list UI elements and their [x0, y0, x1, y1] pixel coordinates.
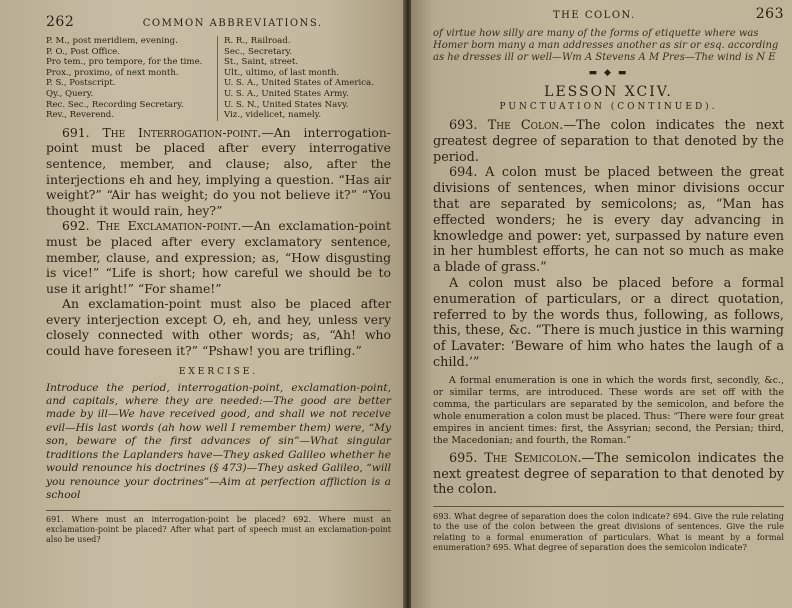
paragraph-text: —The colon indicates the next greatest degree of separation to that denoted by the period. [433, 118, 784, 165]
exercise-title: EXERCISE. [178, 366, 259, 377]
abbreviation-item: Rev., Reverend. [46, 110, 115, 121]
abbreviation-item: Ult., ultimo, of last month. [224, 67, 340, 78]
paragraph-heading: 691. The Interrogation-point. [62, 124, 262, 140]
left-page-number: 262 [46, 14, 75, 30]
paragraph-heading: 695. The Semicolon. [449, 450, 582, 466]
right-page-number: 263 [755, 6, 784, 22]
abbreviation-item: Pro tem., pro tempore, for the time. [46, 57, 203, 68]
exercise-text: Introduce the period, interrogation-point, exclamation-point, and capitals, where they are needed:—The good are better made by ill—We have received good, and shall we not receive evil—His last words (ah how well I remember them) were, “My son, beware of the first advances of sin”—What singular traditions the Laplanders have—They asked Galileo whether he would renounce his doctrines (§ 473)—They asked Galileo, “will you renounce your doctrines”—Aim at perfection affliction is a school [46, 381, 391, 501]
abbreviation-item: Sec., Secretary. [224, 46, 293, 57]
right-running-title: THE COLON. [552, 10, 636, 21]
paragraph-text: —An interrogation-point must be placed after every interrogative sentence, member, and clause; also, after the interjections eh and hey, implying a question. “Has air weight?” “Air has weight; do you not believe it?” “You thought it would rain, hey?” [46, 124, 391, 218]
abbreviation-item: U. S. A., United States Army. [224, 88, 349, 99]
paragraph-text: —The semicolon indicates the next greatest degree of separation to that denoted by the colon. [433, 450, 784, 498]
abbreviation-item: P. M., post meridiem, evening. [46, 36, 178, 46]
abbreviation-item: Viz., videlicet, namely. [224, 110, 322, 121]
right-body-text-2 [433, 451, 784, 498]
paragraph-694: 694. A colon must be placed between the great divisions of sentences, when minor divisions occur that are separated by semicolons; as, “Man has effected wonders; he is every day advancing in knowledge and power: yet, surpassed by nature even in her humblest efforts, he can not so much as make a blade of grass.” [433, 165, 784, 276]
right-footnote: 693. What degree of separation does the colon indicate? 694. Give the rule relating to the use of the colon between the great divisions of sentences. Give the rule relating to a formal enumeration of particulars. What is meant by a formal enumeration? 695. What degree of separation does the semicolon indicate? [433, 511, 784, 552]
abbreviation-item: P. O., Post Office. [46, 46, 120, 57]
paragraph-heading: 692. The Exclamation-point. [62, 218, 242, 234]
abbreviation-item: Prox., proximo, of next month. [46, 67, 179, 78]
abbreviation-table [46, 36, 391, 121]
abbreviation-column-left [46, 36, 213, 121]
paragraph-694b: A colon must also be placed before a formal enumeration of particulars, or a direct quotation, referred to by the words thus, following, as follows, this, these, &c. “There is much justice in this warning of Lavater: ‘Beware of him who hates the laugh of a child.’” [433, 275, 784, 370]
right-page [411, 0, 792, 608]
right-body-text [433, 118, 784, 371]
abbreviation-item: Rec. Sec., Recording Secretary. [46, 99, 184, 110]
left-footnote: 691. Where must an interrogation-point be placed? 692. Where must an exclamation-point be placed? After what part of speech must an exclamation-point also be used? [46, 515, 391, 545]
paragraph-text: —An exclamation-point must be placed after every exclamatory sentence, member, clause, and expression; as, “How disgusting is vice!” “Life is short; how careful we should be to use it aright!” “For shame!” [46, 218, 391, 296]
left-running-title: COMMON ABBREVIATIONS. [142, 18, 323, 29]
abbreviation-item: St., Saint, street. [224, 57, 299, 68]
paragraph-693 [433, 118, 784, 165]
abbreviation-column-right [217, 36, 391, 121]
abbreviation-item: R. R., Railroad. [224, 36, 291, 46]
paragraph-heading: 693. The Colon. [449, 118, 564, 133]
paragraph-695 [433, 451, 784, 498]
right-running-head [433, 6, 784, 22]
abbreviation-item: U. S. A., United States of America. [224, 78, 374, 89]
lesson-title: LESSON XCIV. [544, 84, 673, 100]
carryover-exercise: of virtue how silly are many of the forms of etiquette where was Homer born many a man addresses another as sir or esq. according as he dresses ill or well—Wm A Stevens A M Pres—The wind is N E [433, 28, 779, 63]
lesson-subtitle: PUNCTUATION (CONTINUED). [499, 102, 718, 112]
paragraph-692b: An exclamation-point must also be placed after every interjection except O, eh, and hey, unless very closely connected with other words; as, “Ah! who could have foreseen it?” “Pshaw! you are trifling.” [46, 296, 391, 359]
formal-enumeration-note: A formal enumeration is one in which the words first, secondly, &c., or similar terms, are introduced. These words are set off with the comma, the particulars are separated by the semicolon, and before the whole enumeration a colon must be placed. Thus: “There were four great empires in ancient times: first, the Assyrian; second, the Persian; third, the Macedonian; and fourth, the Roman.” [433, 374, 784, 446]
ornament-divider: ▬ ◆ ▬ [588, 68, 629, 78]
abbreviation-item: P. S., Postscript. [46, 78, 116, 89]
left-body-text [46, 125, 391, 359]
abbreviation-item: Qy., Query. [46, 88, 94, 99]
left-running-head [46, 14, 391, 30]
footnote-divider [46, 510, 391, 511]
footnote-divider [433, 506, 784, 507]
paragraph-691 [46, 125, 391, 219]
abbreviation-item: U. S. N., United States Navy. [224, 99, 349, 110]
paragraph-692 [46, 218, 391, 296]
